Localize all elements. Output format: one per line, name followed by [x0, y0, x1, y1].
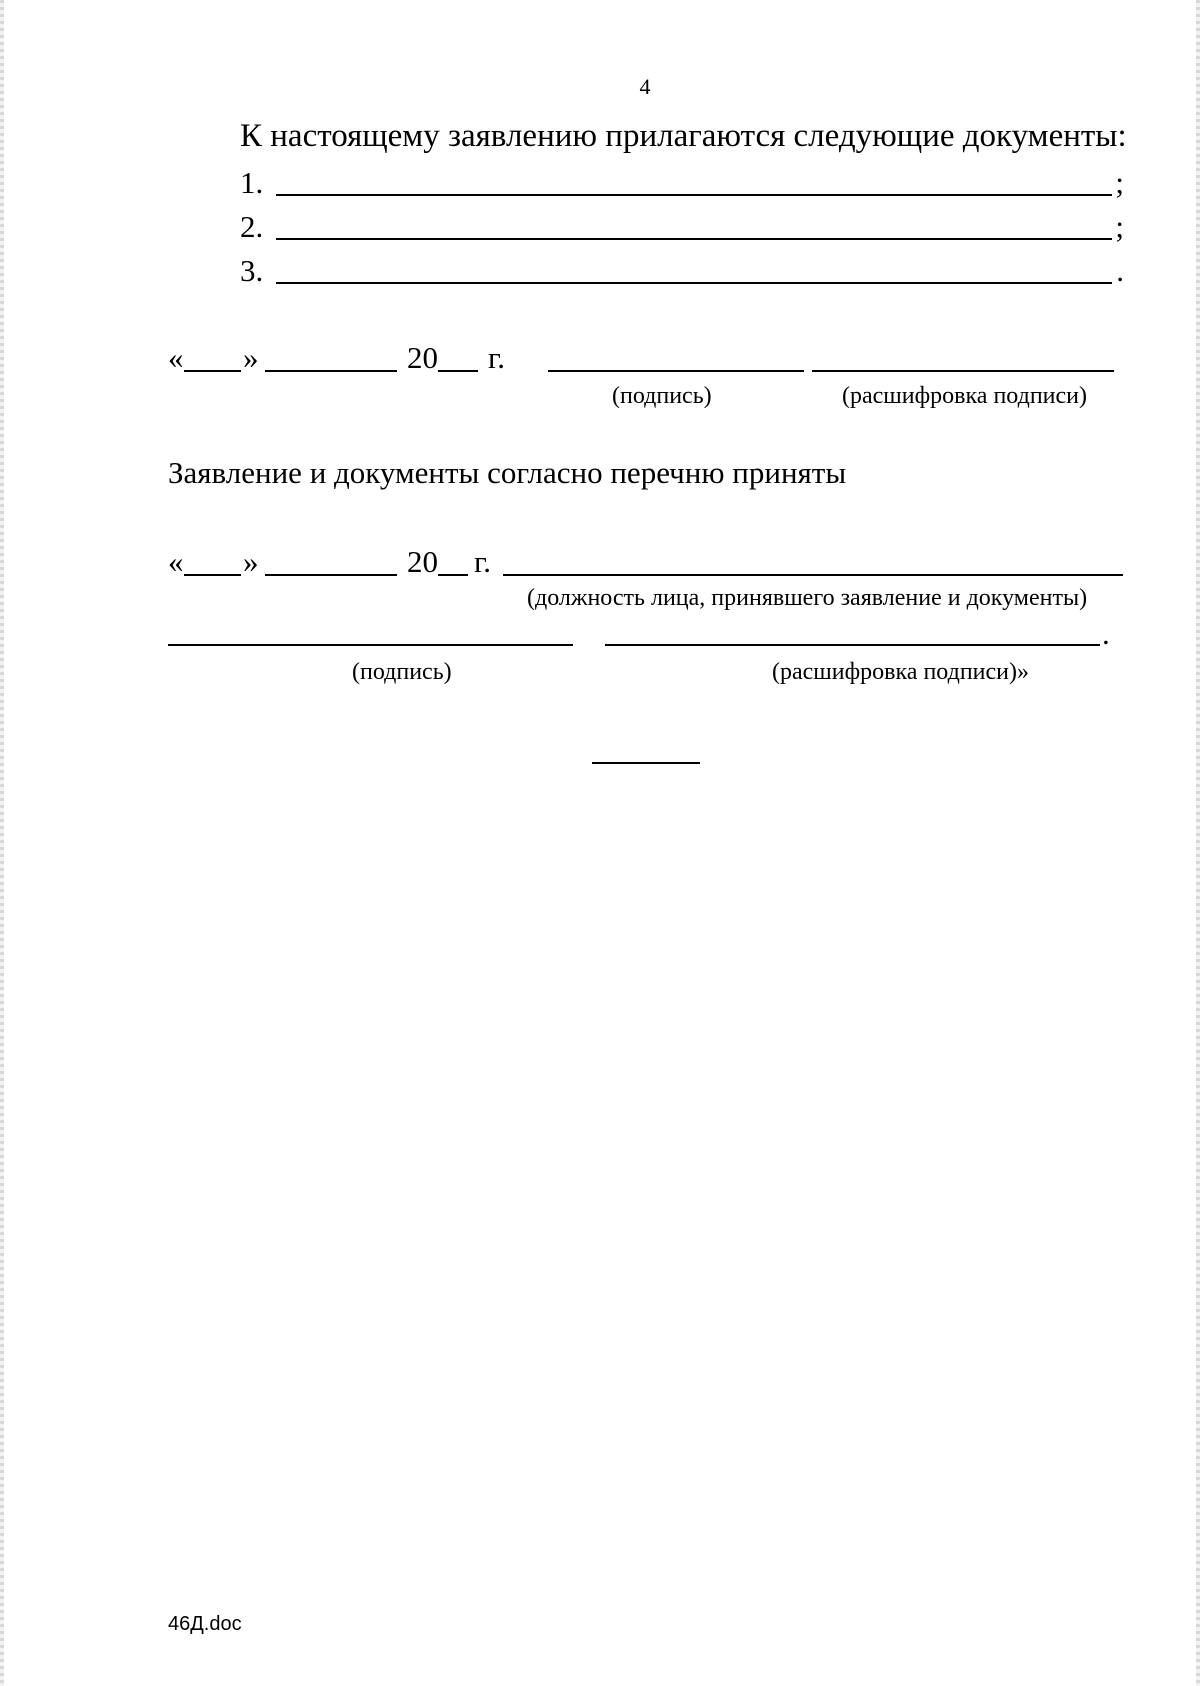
attachment-number: 2. — [240, 209, 264, 244]
acceptance-statement: Заявление и документы согласно перечню приняты — [168, 455, 847, 490]
year-suffix: г. — [474, 544, 491, 579]
signature-decryption-caption: (расшифровка подписи) — [842, 383, 1087, 409]
signature-decryption-blank[interactable] — [812, 370, 1114, 372]
attachment-end-mark: ; — [1115, 165, 1124, 200]
attachment-blank-line[interactable] — [276, 169, 1112, 196]
attachment-blank-line[interactable] — [276, 213, 1112, 240]
position-blank[interactable] — [503, 574, 1123, 576]
year-suffix: г. — [488, 340, 505, 375]
scan-right-edge — [1196, 0, 1200, 1686]
year-blank[interactable] — [438, 574, 468, 576]
attachment-blank-line[interactable] — [276, 257, 1112, 284]
attachment-end-mark: ; — [1115, 209, 1124, 244]
footer-file-name: 46Д.doc — [168, 1613, 242, 1635]
year-prefix: 20 — [407, 340, 438, 375]
attachment-end-mark: . — [1116, 253, 1124, 288]
position-caption: (должность лица, принявшего заявление и документы) — [527, 585, 1088, 611]
year-blank[interactable] — [438, 370, 478, 372]
end-divider-line — [592, 762, 700, 764]
signature-caption: (подпись) — [612, 383, 712, 409]
acceptance-decryption-caption: (расшифровка подписи)» — [772, 659, 1029, 685]
page-number: 4 — [639, 74, 651, 99]
signature-blank[interactable] — [548, 370, 804, 372]
month-blank[interactable] — [265, 370, 397, 372]
scan-left-edge — [0, 0, 4, 1686]
attachment-item-3 — [240, 250, 1124, 286]
acceptance-signature-caption: (подпись) — [352, 659, 452, 685]
acceptance-signature-blank[interactable] — [168, 644, 573, 646]
day-blank[interactable] — [184, 370, 241, 372]
attachment-item-1 — [240, 162, 1124, 198]
day-quote-open: « — [168, 544, 184, 579]
acceptance-decryption-blank[interactable] — [605, 644, 1100, 646]
day-blank[interactable] — [184, 574, 241, 576]
day-quote-close: » — [243, 544, 259, 579]
attachment-number: 3. — [240, 253, 264, 288]
year-prefix: 20 — [407, 544, 438, 579]
month-blank[interactable] — [265, 574, 397, 576]
line-end-mark: . — [1102, 616, 1110, 651]
day-quote-open: « — [168, 340, 184, 375]
attachment-item-2 — [240, 206, 1124, 242]
day-quote-close: » — [243, 340, 259, 375]
attachment-number: 1. — [240, 165, 264, 200]
attachments-heading: К настоящему заявлению прилагаются следующие документы: — [240, 118, 1127, 154]
